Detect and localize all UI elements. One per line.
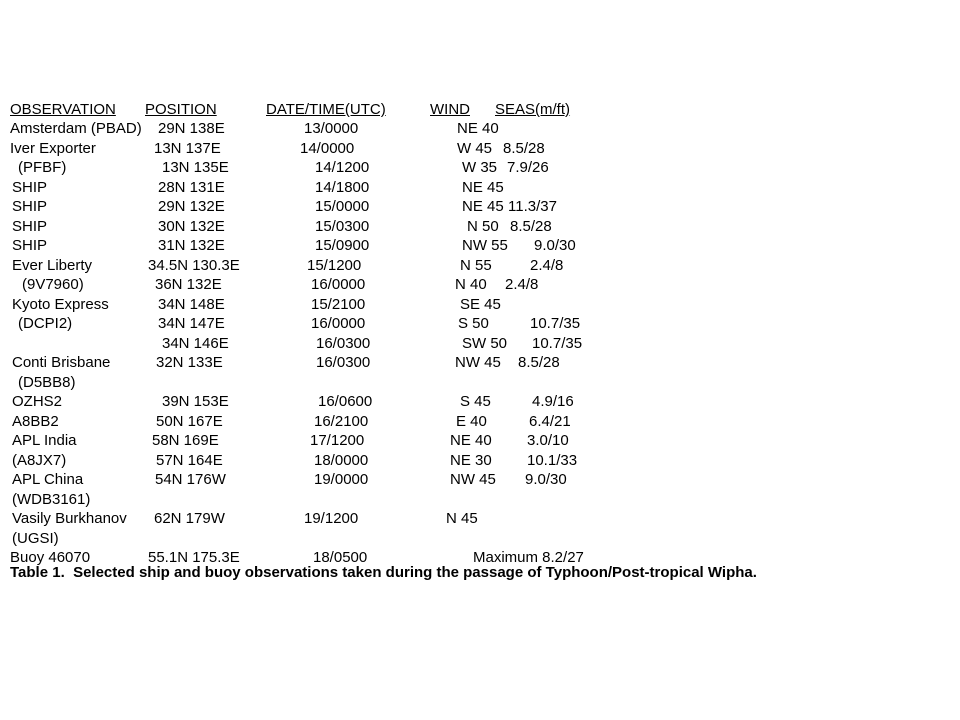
cell-wind: N 55 [460,257,492,274]
cell-observation: Vasily Burkhanov [12,510,127,527]
cell-observation: Iver Exporter [10,140,96,157]
cell-observation: (9V7960) [22,276,84,293]
cell-position: 62N 179W [154,510,225,527]
cell-position: 57N 164E [156,452,223,469]
cell-observation: (UGSI) [12,530,59,547]
cell-datetime: 15/0000 [315,198,370,215]
cell-observation: (PFBF) [18,159,67,176]
cell-position: 13N 135E [162,159,229,176]
cell-datetime: 16/0300 [316,354,371,371]
header-datetime: DATE/TIME(UTC) [266,101,386,118]
cell-seas: 8.5/28 [510,218,552,235]
cell-observation: OZHS2 [12,393,63,410]
cell-datetime: 14/0000 [300,140,355,157]
cell-wind: W 35 [462,159,498,176]
cell-observation: (A8JX7) [12,452,67,469]
cell-datetime: 16/0000 [311,315,366,332]
cell-datetime: 17/1200 [310,432,365,449]
cell-wind: N 40 [455,276,487,293]
cell-observation: APL India [12,432,77,449]
cell-seas: 10.7/35 [530,315,581,332]
cell-position: 31N 132E [158,237,225,254]
cell-position: 58N 169E [152,432,219,449]
cell-datetime: 15/1200 [307,257,362,274]
cell-observation: Kyoto Express [12,296,109,313]
cell-wind: N 45 [446,510,478,527]
cell-datetime: 16/0300 [316,335,371,352]
cell-observation: SHIP [12,179,48,196]
cell-observation: (D5BB8) [18,374,76,391]
cell-wind: SE 45 [460,296,501,313]
cell-datetime: 16/0000 [311,276,366,293]
cell-wind: SW 50 [462,335,508,352]
header-seas: SEAS(m/ft) [495,101,571,118]
cell-position: 55.1N 175.3E [148,549,240,566]
cell-position: 29N 138E [158,120,225,137]
cell-datetime: 14/1200 [315,159,370,176]
cell-position: 34.5N 130.3E [148,257,240,274]
header-observation: OBSERVATION [10,101,116,118]
cell-position: 50N 167E [156,413,223,430]
cell-wind: NE 45 [462,198,504,215]
cell-seas: 7.9/26 [507,159,549,176]
cell-observation: (DCPI2) [18,315,73,332]
cell-position: 34N 147E [158,315,225,332]
cell-observation: (WDB3161) [12,491,91,508]
cell-position: 30N 132E [158,218,225,235]
cell-observation: APL China [12,471,84,488]
cell-seas: 4.9/16 [532,393,574,410]
cell-position: 34N 148E [158,296,225,313]
cell-position: 28N 131E [158,179,225,196]
cell-seas: 10.7/35 [532,335,583,352]
cell-seas: 2.4/8 [505,276,539,293]
cell-observation: SHIP [12,198,48,215]
cell-wind: NW 45 [450,471,496,488]
cell-position: 34N 146E [162,335,229,352]
cell-seas: 10.1/33 [527,452,578,469]
cell-datetime: 18/0500 [313,549,368,566]
cell-datetime: 16/2100 [314,413,369,430]
cell-datetime: 15/0900 [315,237,370,254]
cell-position: 39N 153E [162,393,229,410]
cell-wind: NE 40 [450,432,492,449]
cell-seas: 3.0/10 [527,432,569,449]
cell-seas: 2.4/8 [530,257,564,274]
cell-datetime: 14/1800 [315,179,370,196]
cell-seas: 6.4/21 [529,413,571,430]
cell-observation: SHIP [12,237,48,254]
cell-wind: Maximum 8.2/27 [473,549,584,566]
cell-wind: N 50 [467,218,499,235]
cell-observation: Amsterdam (PBAD) [10,120,142,137]
cell-wind: NE 40 [457,120,499,137]
cell-datetime: 19/1200 [304,510,359,527]
cell-position: 29N 132E [158,198,225,215]
cell-wind: NW 45 [455,354,501,371]
cell-observation: SHIP [12,218,48,235]
cell-position: 54N 176W [155,471,226,488]
cell-datetime: 18/0000 [314,452,369,469]
cell-observation: A8BB2 [12,413,59,430]
cell-wind: NW 55 [462,237,508,254]
cell-wind: NE 45 [462,179,504,196]
cell-observation: Buoy 46070 [10,549,91,566]
cell-seas: 9.0/30 [534,237,576,254]
header-wind: WIND [430,101,470,118]
cell-position: 13N 137E [154,140,221,157]
cell-datetime: 16/0600 [318,393,373,410]
cell-wind: S 50 [458,315,489,332]
cell-seas: 11.3/37 [508,198,557,215]
table-caption: Table 1. Selected ship and buoy observations taken during the passage of Typhoon/Post-tropical Wipha. [10,564,757,581]
cell-wind: W 45 [457,140,493,157]
cell-seas: 8.5/28 [503,140,545,157]
cell-observation: Ever Liberty [12,257,93,274]
cell-datetime: 19/0000 [314,471,369,488]
cell-seas: 9.0/30 [525,471,567,488]
cell-wind: NE 30 [450,452,492,469]
cell-observation: Conti Brisbane [12,354,111,371]
header-position: POSITION [145,101,217,118]
cell-datetime: 15/0300 [315,218,370,235]
cell-seas: 8.5/28 [518,354,560,371]
cell-wind: E 40 [456,413,487,430]
cell-wind: S 45 [460,393,491,410]
cell-datetime: 13/0000 [304,120,359,137]
cell-position: 32N 133E [156,354,223,371]
cell-datetime: 15/2100 [311,296,366,313]
cell-position: 36N 132E [155,276,222,293]
